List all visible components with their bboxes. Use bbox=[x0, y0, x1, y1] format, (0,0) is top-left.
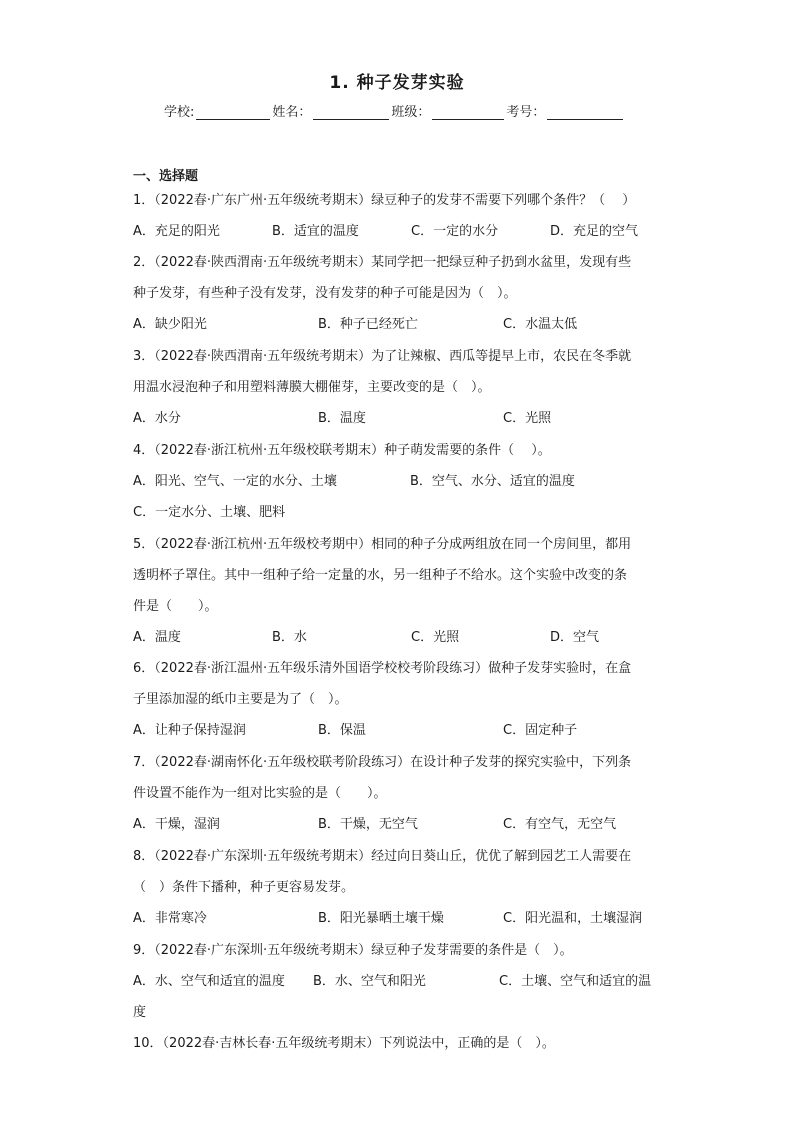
question-9 bbox=[133, 935, 665, 1028]
option-row bbox=[133, 216, 665, 247]
student-info-row bbox=[164, 101, 625, 120]
option-c[interactable]: C．有空气，无空气 bbox=[503, 817, 617, 832]
question-text: 件是（ ）。 bbox=[133, 599, 218, 614]
exam-no-blank[interactable] bbox=[547, 105, 623, 120]
option-c[interactable]: C．土壤、空气和适宜的温 bbox=[499, 974, 652, 989]
question-3 bbox=[133, 341, 665, 434]
question-text: 1．（2022春·广东广州·五年级统考期末）绿豆种子的发芽不需要下列哪个条件？（ ） bbox=[133, 193, 636, 208]
option-b[interactable]: B．保温 bbox=[318, 723, 366, 738]
section-heading: 一、选择题 bbox=[133, 169, 199, 184]
option-row bbox=[133, 966, 665, 997]
option-c[interactable]: C．光照 bbox=[503, 411, 552, 426]
option-a[interactable]: A．水、空气和适宜的温度 bbox=[133, 974, 285, 989]
class-label: 班级： bbox=[391, 105, 431, 120]
option-a[interactable]: A．温度 bbox=[133, 630, 181, 645]
option-b[interactable]: B．种子已经死亡 bbox=[318, 317, 418, 332]
option-c[interactable]: C．一定的水分 bbox=[411, 224, 499, 239]
question-1 bbox=[133, 185, 665, 247]
option-a[interactable]: A．阳光、空气、一定的水分、土壤 bbox=[133, 474, 337, 489]
option-a[interactable]: A．充足的阳光 bbox=[133, 224, 220, 239]
question-text: （ ）条件下播种，种子更容易发芽。 bbox=[133, 880, 355, 895]
question-5 bbox=[133, 529, 665, 653]
question-text: 8．（2022春·广东深圳·五年级统考期末）经过向日葵山丘，优优了解到园艺工人需要在 bbox=[133, 849, 632, 864]
option-row bbox=[133, 903, 665, 934]
question-text: 2．（2022春·陕西渭南·五年级统考期末）某同学把一把绿豆种子扔到水盆里，发现有些 bbox=[133, 255, 632, 270]
question-4 bbox=[133, 435, 665, 528]
option-b[interactable]: B．空气、水分、适宜的温度 bbox=[410, 474, 575, 489]
option-b[interactable]: B．干燥，无空气 bbox=[318, 817, 418, 832]
question-text: 4．（2022春·浙江杭州·五年级校联考期末）种子萌发需要的条件（ ）。 bbox=[133, 443, 551, 458]
class-blank[interactable] bbox=[432, 105, 504, 120]
option-row bbox=[133, 809, 665, 840]
option-b[interactable]: B．水、空气和阳光 bbox=[313, 974, 426, 989]
question-text: 件设置不能作为一组对比实验的是（ ）。 bbox=[133, 786, 387, 801]
option-row bbox=[133, 715, 665, 746]
school-blank[interactable] bbox=[196, 105, 270, 120]
question-text: 7．（2022春·湖南怀化·五年级校联考阶段练习）在设计种子发芽的探究实验中，下列条 bbox=[133, 755, 632, 770]
name-blank[interactable] bbox=[313, 105, 389, 120]
question-7 bbox=[133, 747, 665, 840]
option-a[interactable]: A．让种子保持湿润 bbox=[133, 723, 246, 738]
option-d[interactable]: D．空气 bbox=[550, 630, 600, 645]
name-label: 姓名： bbox=[272, 105, 312, 120]
option-row bbox=[133, 466, 665, 497]
option-a[interactable]: A．缺少阳光 bbox=[133, 317, 207, 332]
question-text: 9．（2022春·广东深圳·五年级统考期末）绿豆种子发芽需要的条件是（ ）。 bbox=[133, 943, 573, 958]
option-row bbox=[133, 309, 665, 340]
option-c-wrap: 度 bbox=[133, 1005, 147, 1020]
question-2 bbox=[133, 247, 665, 340]
question-text: 透明杯子罩住。其中一组种子给一定量的水，另一组种子不给水。这个实验中改变的条 bbox=[133, 568, 628, 583]
question-text: 5．（2022春·浙江杭州·五年级校考期中）相同的种子分成两组放在同一个房间里，都用 bbox=[133, 537, 632, 552]
question-6 bbox=[133, 653, 665, 746]
option-a[interactable]: A．非常寒冷 bbox=[133, 911, 207, 926]
option-c[interactable]: C．固定种子 bbox=[503, 723, 578, 738]
option-b[interactable]: B．温度 bbox=[318, 411, 366, 426]
question-text: 子里添加湿的纸巾主要是为了（ ）。 bbox=[133, 692, 348, 707]
exam-no-label: 考号： bbox=[506, 105, 546, 120]
option-row bbox=[133, 403, 665, 434]
question-text: 10．（2022春·吉林长春·五年级统考期末）下列说法中，正确的是（ ）。 bbox=[133, 1036, 555, 1051]
question-text: 6．（2022春·浙江温州·五年级乐清外国语学校校考阶段练习）做种子发芽实验时，在盒 bbox=[133, 661, 632, 676]
question-text: 3．（2022春·陕西渭南·五年级统考期末）为了让辣椒、西瓜等提早上市，农民在冬季就 bbox=[133, 349, 632, 364]
question-10 bbox=[133, 1028, 665, 1059]
option-c[interactable]: C．光照 bbox=[411, 630, 460, 645]
school-label: 学校: bbox=[164, 105, 195, 120]
option-c[interactable]: C．一定水分、土壤、肥料 bbox=[133, 505, 286, 520]
option-b[interactable]: B．适宜的温度 bbox=[272, 224, 359, 239]
option-c[interactable]: C．阳光温和，土壤湿润 bbox=[503, 911, 643, 926]
option-b[interactable]: B．水 bbox=[272, 630, 307, 645]
option-a[interactable]: A．水分 bbox=[133, 411, 181, 426]
question-text: 用温水浸泡种子和用塑料薄膜大棚催芽，主要改变的是（ ）。 bbox=[133, 380, 491, 395]
question-8 bbox=[133, 841, 665, 934]
option-row bbox=[133, 497, 665, 528]
page-title: 1. 种子发芽实验 bbox=[329, 73, 465, 93]
question-text: 种子发芽，有些种子没有发芽，没有发芽的种子可能是因为（ ）。 bbox=[133, 286, 517, 301]
option-a[interactable]: A．干燥，湿润 bbox=[133, 817, 220, 832]
option-b[interactable]: B．阳光暴晒土壤干燥 bbox=[318, 911, 444, 926]
option-d[interactable]: D．充足的空气 bbox=[550, 224, 639, 239]
option-row bbox=[133, 622, 665, 653]
option-c[interactable]: C．水温太低 bbox=[503, 317, 578, 332]
